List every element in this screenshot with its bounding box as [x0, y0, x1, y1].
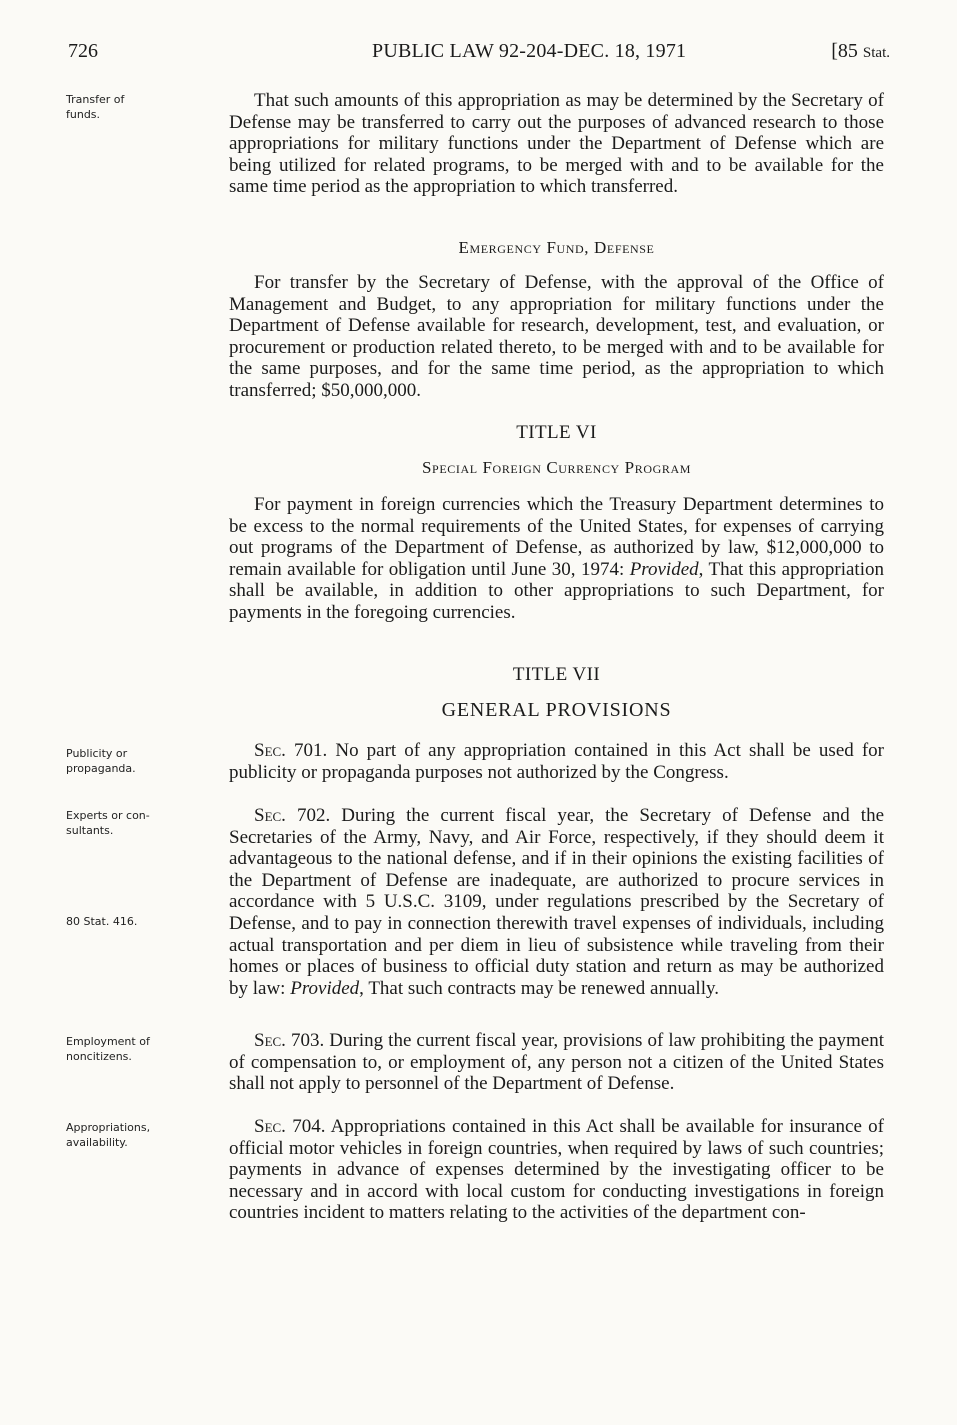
section-702 [229, 805, 884, 999]
foreign-currency-text: For payment in foreign currencies which the Treasury Department determines to be excess to the normal requirements of the United States, for expenses of carrying out programs of the Department of Defense, as authorized by law, $12,000,000 to remain available for obligation until June 30, 1974: [229, 494, 884, 580]
margin-note-publicity: Publicity or propaganda. [66, 747, 136, 775]
section-704 [229, 1116, 884, 1224]
emergency-fund-paragraph: For transfer by the Secretary of Defense, with the approval of the Office of Management and Budget, to any appropriation for military functions under the Department of Defense available for research, development, test, and evaluation, or procurement or production related thereto, to be merged with and to be available for the same purposes, and for the same time period, as the appropriation to which transferred; $50,000,000. [229, 272, 884, 401]
section-702-text: During the current fiscal year, the Secretary of Defense and the Secretaries of the Army, Navy, and Air Force, respectively, if they should deem it advantageous to the national defense, and if in their opinions the existing facilities of the Department of Defense are inadequate, are authorized to procure services in accordance with 5 U.S.C. 3109, under regulations prescribed by the Secretary of Defense, and to pay in connection therewith travel expenses of individuals, including actual transportation and per diem in lieu of subsistence while traveling from their homes or places of business to official duty station and return as may be authorized by law: [229, 805, 885, 999]
section-704-text: Appropriations contained in this Act shall be available for insurance of official motor vehicles in foreign countries, when required by laws of such countries; payments in advance of expenses determined by the investigating officer to be necessary and in accord with local custom for conducting investigations in foreign countries incident to matters relating to the activities of the department con- [229, 1116, 884, 1224]
section-703-text: During the current fiscal year, provisions of law prohibiting the payment of compensation to, or employment of, any person not a citizen of the United States shall not apply to personnel of the Department of Defense. [229, 1030, 884, 1095]
running-head: PUBLIC LAW 92-204-DEC. 18, 1971 [372, 40, 687, 62]
proviso-provided-702: Provided [290, 977, 360, 999]
margin-note-appropriations: Appropriations, availability. [66, 1121, 151, 1149]
margin-note-experts: Experts or con- sultants. [66, 809, 150, 837]
volume-ref-open: [85 [831, 40, 863, 62]
transfer-paragraph: That such amounts of this appropriation as may be determined by the Secretary of Defense may be transferred to carry out the purposes of advanced research to those appropriations for military functions under the Department of Defense which are being utilized for related programs, to be merged with and to be available for the same time period as the appropriation to which transferred. [229, 90, 884, 198]
section-703 [229, 1030, 884, 1095]
margin-note-statute-ref: 80 Stat. 416. [66, 915, 138, 928]
title-vii-heading: TITLE VII [512, 664, 601, 685]
section-703-label: Sec. 703. [254, 1030, 325, 1051]
section-701-label: Sec. 701. [254, 740, 328, 761]
page-header [68, 40, 890, 68]
volume-reference [831, 40, 890, 63]
foreign-currency-paragraph [229, 494, 884, 624]
section-702-text-after: , That such contracts may be renewed annually. [359, 977, 719, 999]
title-vi-subheading: Special Foreign Currency Program [422, 458, 691, 477]
volume-ref-stat: Stat. [862, 45, 890, 61]
section-704-label: Sec. 704. [254, 1116, 326, 1137]
margin-note-employment: Employment of noncitizens. [66, 1035, 150, 1063]
general-provisions-heading: GENERAL PROVISIONS [441, 699, 672, 721]
foreign-currency-text-after: , That this appropriation shall be available, in addition to other appropriations to such Department, for payments in the foregoing currencies. [229, 558, 884, 623]
section-701 [229, 740, 884, 783]
margin-note-transfer-of-funds: Transfer of funds. [66, 93, 125, 121]
page-number: 726 [68, 40, 98, 62]
section-702-label: Sec. 702. [254, 805, 331, 826]
emergency-fund-heading: Emergency Fund, Defense [458, 238, 655, 257]
proviso-provided: Provided [629, 558, 699, 580]
title-vi-heading: TITLE VI [516, 422, 597, 443]
section-701-text: No part of any appropriation contained in this Act shall be used for publicity or propaganda purposes not authorized by the Congress. [229, 740, 884, 783]
